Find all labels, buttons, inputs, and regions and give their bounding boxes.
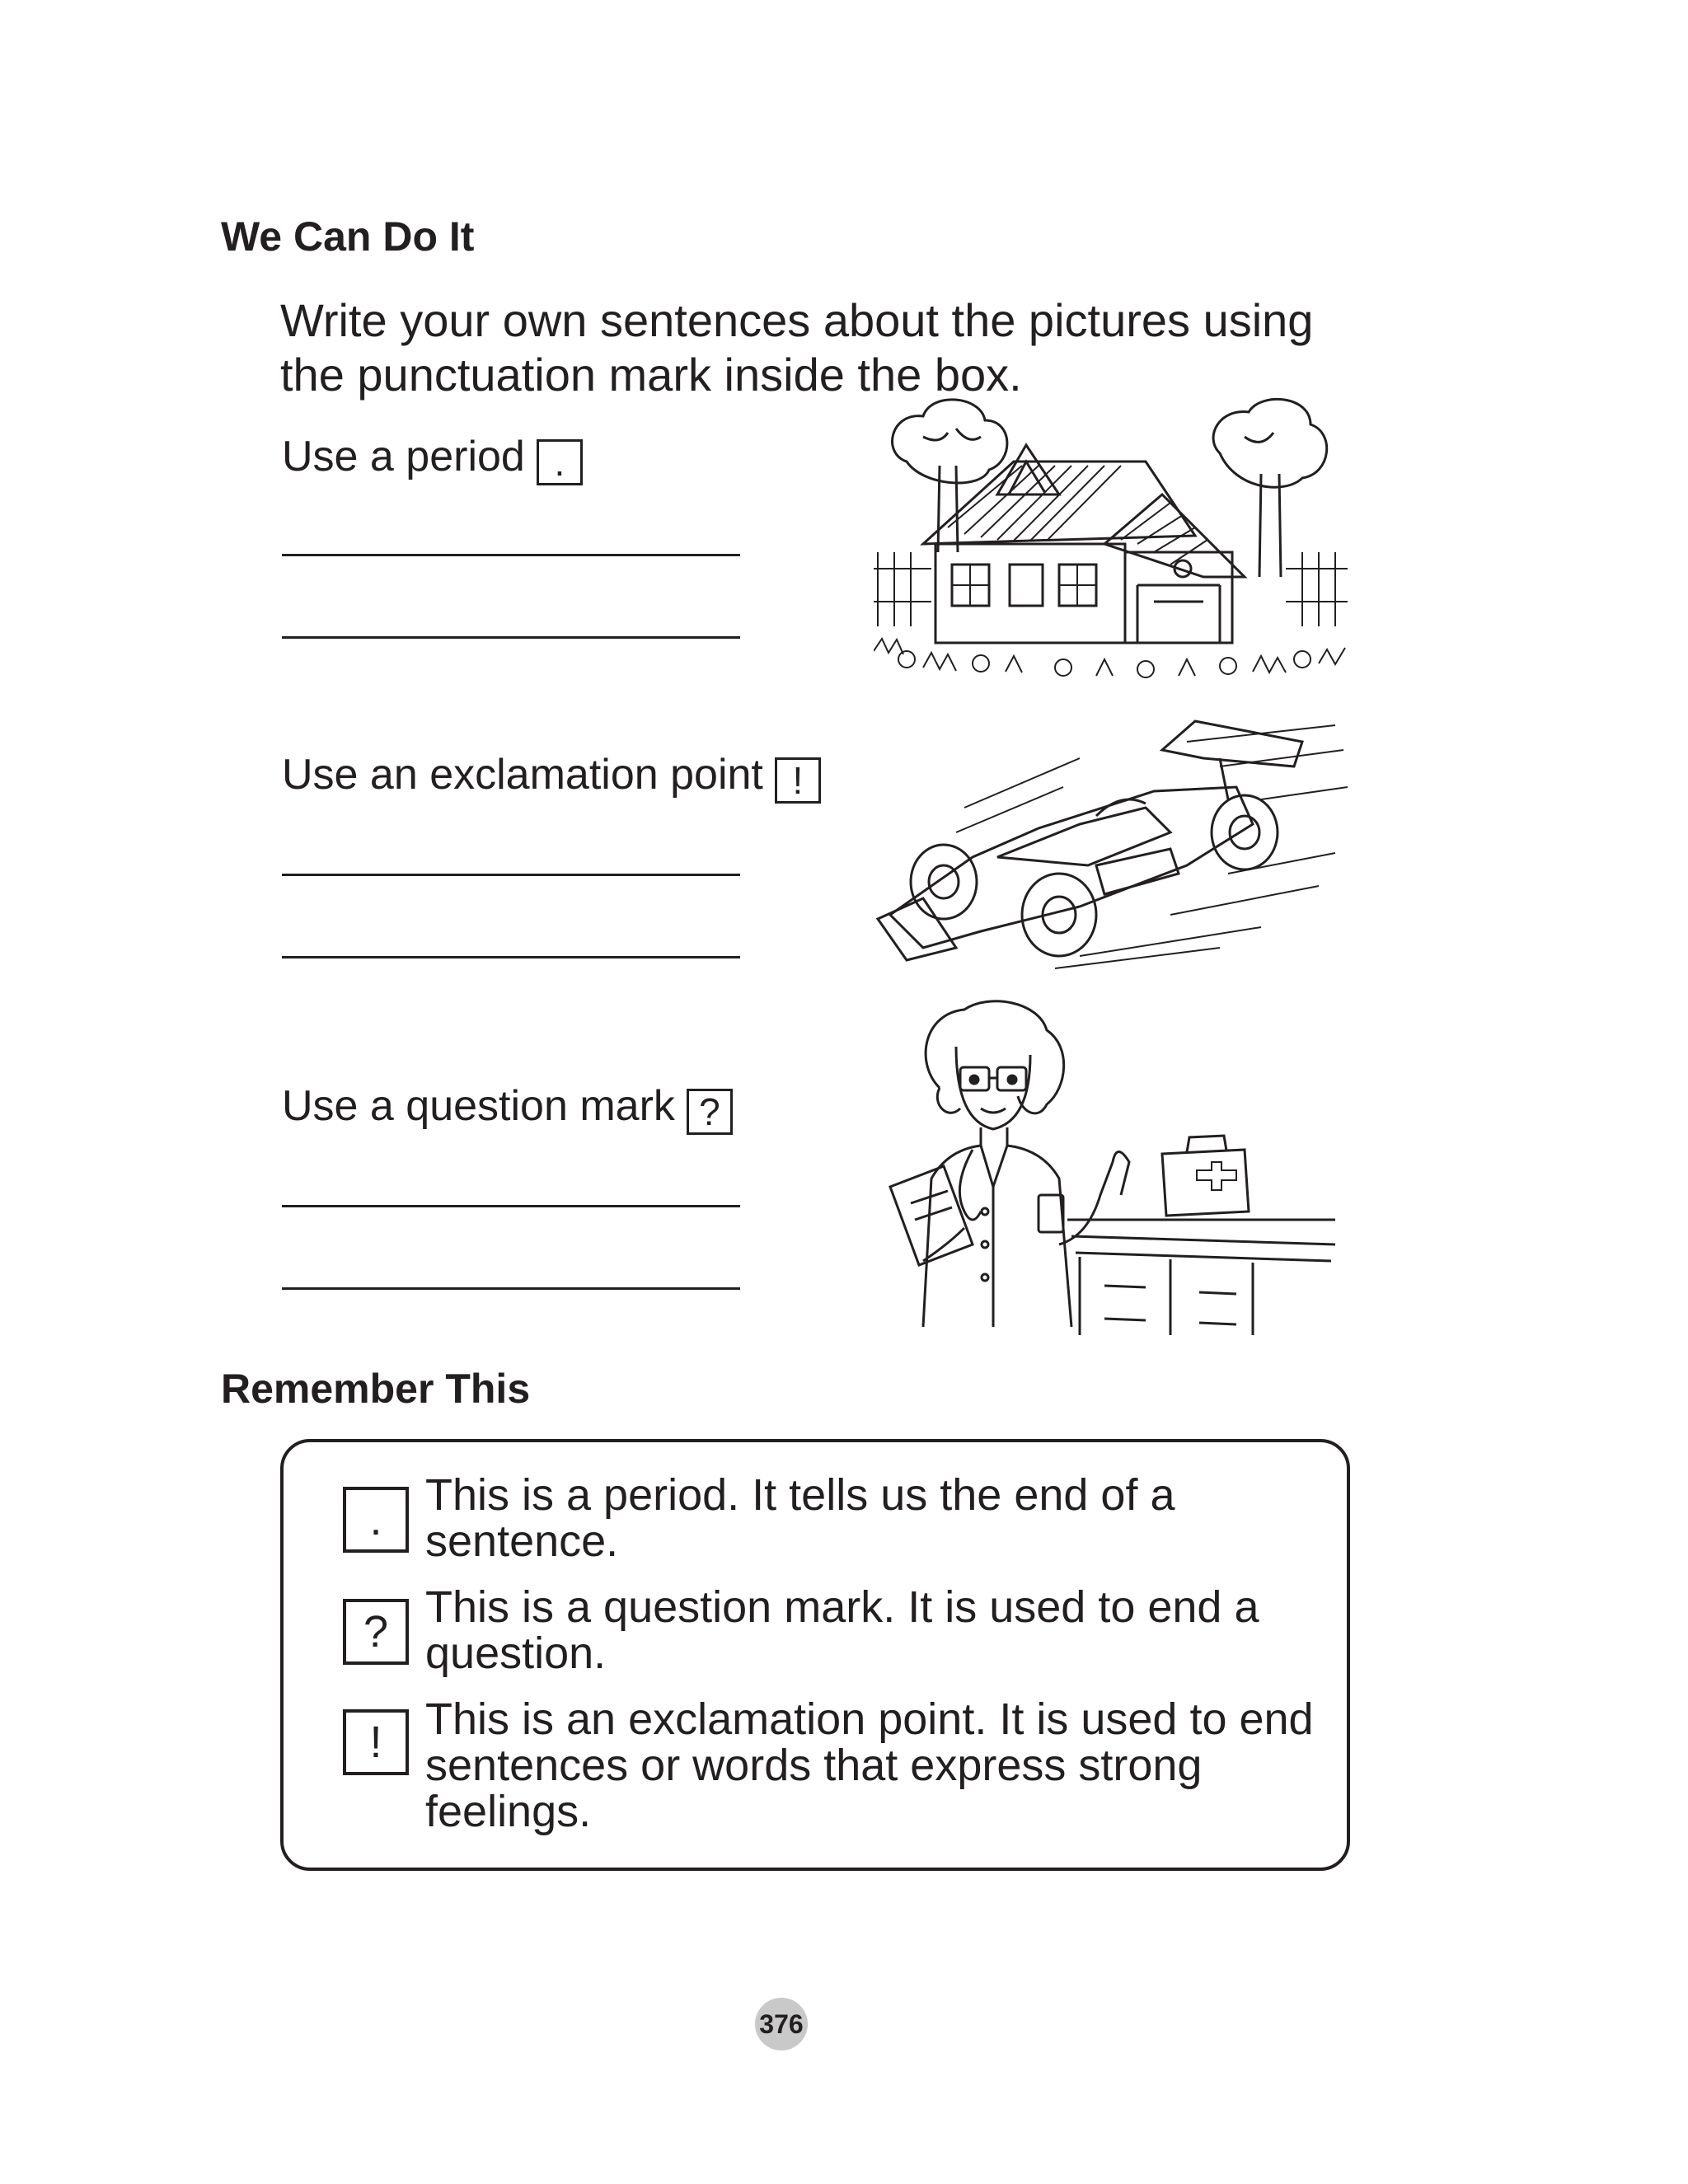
section-title-we-can-do-it: We Can Do It	[221, 213, 475, 260]
prompt-period	[282, 432, 583, 485]
answer-line[interactable]	[282, 636, 740, 639]
rear-wing-icon	[1162, 721, 1302, 766]
face-icon	[956, 1047, 1030, 1129]
period-mark-box: .	[537, 439, 583, 485]
fence-icon	[874, 552, 1348, 626]
speed-lines-icon	[956, 725, 1348, 968]
tree-icon	[1213, 399, 1327, 577]
prompt-exclamation-point	[282, 750, 821, 804]
answer-line[interactable]	[282, 554, 740, 556]
race-car-illustration	[874, 709, 1352, 972]
prompt-question-mark	[282, 1081, 733, 1135]
question-mark-symbol-box: ?	[343, 1599, 409, 1665]
answer-line[interactable]	[282, 874, 740, 876]
answer-line[interactable]	[282, 1205, 740, 1207]
remember-this-box	[280, 1439, 1350, 1871]
period-rule-text: This is a period. It tells us the end of a sentence.	[425, 1470, 1175, 1566]
waving-hand-icon	[1059, 1152, 1129, 1245]
wheel-icon	[1022, 874, 1096, 956]
answer-line[interactable]	[282, 956, 740, 958]
question-mark-box: ?	[687, 1089, 733, 1135]
house-illustration	[874, 387, 1352, 692]
doctor-illustration	[874, 997, 1352, 1343]
prompt-label: Use a question mark	[282, 1082, 675, 1130]
question-mark-rule-text: This is a question mark. It is used to end a question.	[425, 1582, 1259, 1678]
prompt-label: Use an exclamation point	[282, 751, 763, 799]
first-aid-kit-icon	[1162, 1150, 1249, 1216]
stethoscope-icon	[959, 1150, 981, 1220]
flowers-icon	[874, 639, 1345, 677]
car-body-icon	[890, 787, 1253, 948]
answer-line[interactable]	[282, 1287, 740, 1290]
wheel-icon	[911, 845, 977, 919]
instructions: Write your own sentences about the pictures using the punctuation mark inside the box.	[280, 294, 1314, 401]
page-number: 376	[755, 1998, 808, 2050]
exclamation-point-symbol-box: !	[343, 1709, 409, 1775]
prompt-label: Use a period	[282, 433, 525, 480]
exclamation-mark-box: !	[775, 757, 821, 804]
hair-icon	[926, 1001, 1064, 1113]
exclamation-point-rule-text: This is an exclamation point. It is used to end sentences or words that express strong feelings.	[425, 1694, 1314, 1836]
period-symbol-box: .	[343, 1487, 409, 1553]
section-title-remember-this: Remember This	[221, 1366, 531, 1412]
